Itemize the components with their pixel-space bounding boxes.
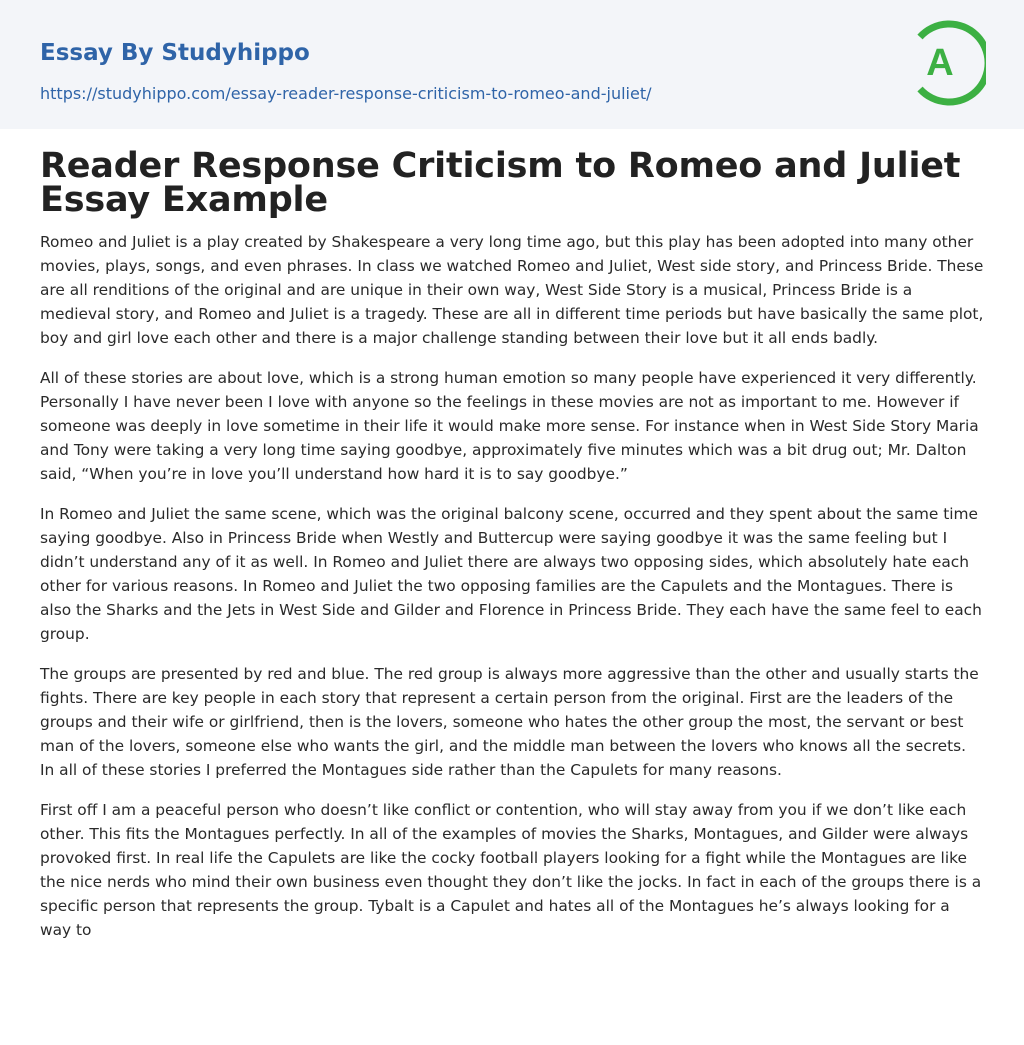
- source-url-link[interactable]: https://studyhippo.com/essay-reader-response-criticism-to-romeo-and-juliet/: [40, 84, 652, 103]
- article-paragraph-5: First off I am a peaceful person who doesn’t like conflict or contention, who will stay away from you if we don’t like each other. This fits the Montagues perfectly. In all of the examples of movies the Sharks, Montagues, and Gilder were always provoked first. In real life the Capulets are like the cocky football players looking for a fight while the Montagues are like the nice nerds who mind their own business even thought they don’t like the jocks. In fact in each of the groups there is a specific person that represents the group. Tybalt is a Capulet and hates all of the Montagues he’s always looking for a way to: [40, 801, 982, 939]
- article-paragraph-4: The groups are presented by red and blue. The red group is always more aggressive than the other and usually starts the fights. There are key people in each story that represent a certain person from the original. First are the leaders of the groups and their wife or girlfriend, then is the lovers, someone who hates the other group the most, the servant or best man of the lovers, someone else who wants the girl, and the middle man between the lovers who knows all the secrets. In all of these stories I preferred the Montagues side rather than the Capulets for many reasons.: [40, 665, 979, 779]
- page-header: [0, 0, 1024, 129]
- site-title[interactable]: Essay By Studyhippo: [40, 40, 310, 66]
- article-paragraph-3: In Romeo and Juliet the same scene, which was the original balcony scene, occurred and they spent about the same time saying goodbye. Also in Princess Bride when Westly and Buttercup were saying goodbye it was the same feeling but I didn’t understand any of it as well. In Romeo and Juliet there are always two opposing sides, which absolutely hate each other for various reasons. In Romeo and Juliet the two opposing families are the Capulets and the Montagues. There is also the Sharks and the Jets in West Side and Gilder and Florence in Princess Bride. They each have the same feel to each group.: [40, 505, 982, 643]
- article: [0, 146, 1024, 942]
- article-paragraph-1: Romeo and Juliet is a play created by Shakespeare a very long time ago, but this play has been adopted into many other movies, plays, songs, and even phrases. In class we watched Romeo and Juliet, West side story, and Princess Bride. These are all renditions of the original and are unique in their own way, West Side Story is a musical, Princess Bride is a medieval story, and Romeo and Juliet is a tragedy. These are all in different time periods but have basically the same plot, boy and girl love each other and there is a major challenge standing between their love but it all ends badly.: [40, 233, 984, 347]
- article-paragraph-2: All of these stories are about love, which is a strong human emotion so many people have experienced it very differently. Personally I have never been I love with anyone so the feelings in these movies are not as important to me. However if someone was deeply in love sometime in their life it would make more sense. For instance when in West Side Story Maria and Tony were taking a very long time saying goodbye, approximately five minutes which was a bit drug out; Mr. Dalton said, “When you’re in love you’ll understand how hard it is to say goodbye.”: [40, 369, 979, 483]
- logo-letter: A: [926, 42, 954, 84]
- article-title: Reader Response Criticism to Romeo and Juliet Essay Example: [40, 146, 961, 220]
- studyhippo-logo-icon[interactable]: [912, 20, 986, 106]
